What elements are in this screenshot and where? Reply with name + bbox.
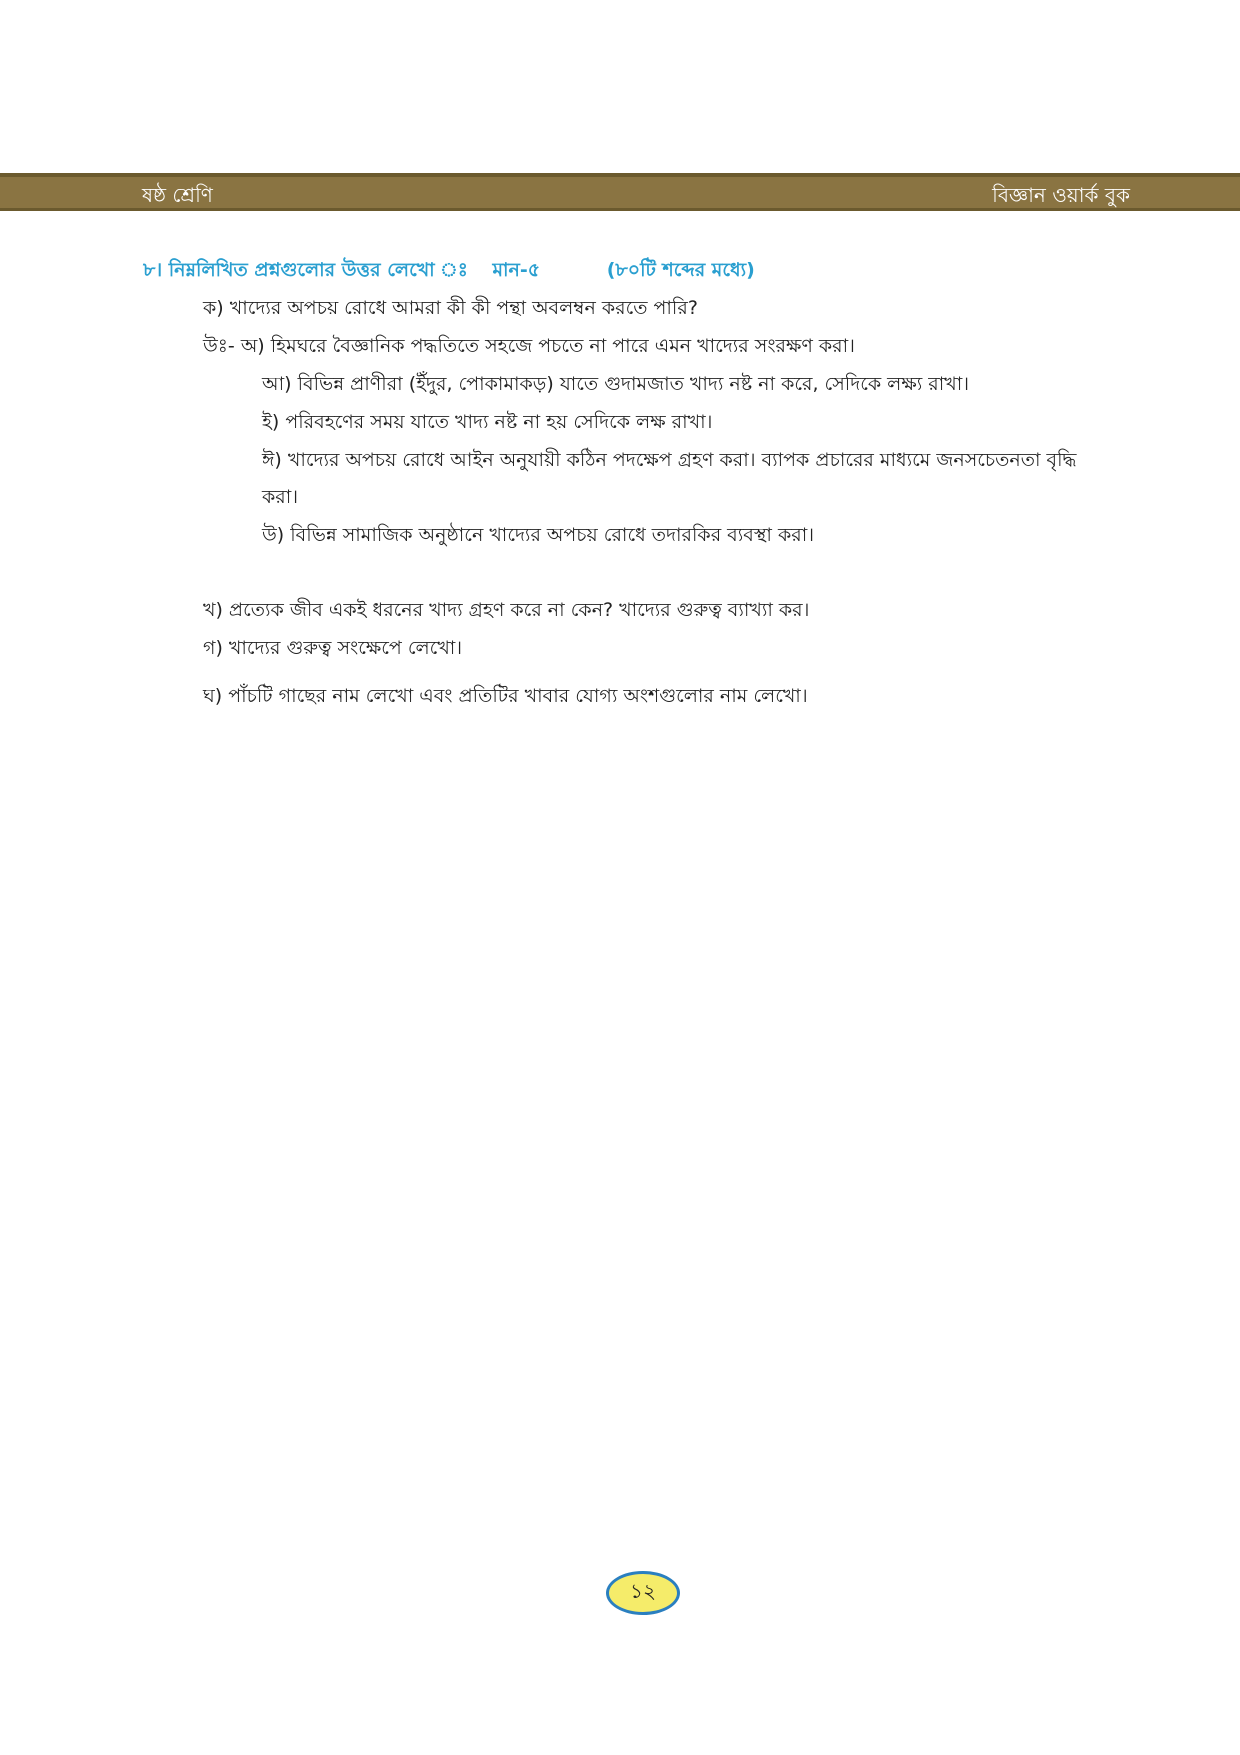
page-number: ১২	[630, 1578, 656, 1603]
question-instruction: ৮। নিম্নলিখিত প্রশ্নগুলোর উত্তর লেখো ঃ	[143, 259, 468, 281]
answer-ii-line2: করা।	[262, 486, 299, 508]
question-ga: গ) খাদ্যের গুরুত্ব সংক্ষেপে লেখো।	[203, 637, 463, 659]
page-header-band	[0, 173, 1240, 211]
header-book-title: বিজ্ঞান ওয়ার্ক বুক	[992, 183, 1130, 207]
answer-u: উ) বিভিন্ন সামাজিক অনুষ্ঠানে খাদ্যের অপচয় রোধে তদারকির ব্যবস্থা করা।	[262, 524, 815, 546]
header-class-label: ষষ্ঠ শ্রেণি	[142, 183, 213, 207]
answer-a: উঃ- অ) হিমঘরে বৈজ্ঞানিক পদ্ধতিতে সহজে পচতে না পারে এমন খাদ্যের সংরক্ষণ করা।	[203, 335, 855, 357]
question-kha: খ) প্রত্যেক জীব একই ধরনের খাদ্য গ্রহণ করে না কেন? খাদ্যের গুরুত্ব ব্যাখ্যা কর।	[203, 599, 810, 621]
question-marks: মান-৫	[492, 259, 541, 281]
question-gha: ঘ) পাঁচটি গাছের নাম লেখো এবং প্রতিটির খাবার যোগ্য অংশগুলোর নাম লেখো।	[203, 685, 808, 707]
question-title	[143, 256, 755, 288]
answer-i: ই) পরিবহণের সময় যাতে খাদ্য নষ্ট না হয় সেদিকে লক্ষ রাখা।	[262, 411, 713, 433]
question-ka: ক) খাদ্যের অপচয় রোধে আমরা কী কী পন্থা অবলম্বন করতে পারি?	[203, 297, 698, 319]
page-number-badge	[606, 1571, 680, 1615]
answer-aa: আ) বিভিন্ন প্রাণীরা (ইঁদুর, পোকামাকড়) যাতে গুদামজাত খাদ্য নষ্ট না করে, সেদিকে লক্ষ্য রাখা।	[262, 373, 970, 395]
question-word-limit: (৮০টি শব্দের মধ্যে)	[606, 259, 755, 281]
answer-ii-line1: ঈ) খাদ্যের অপচয় রোধে আইন অনুযায়ী কঠিন পদক্ষেপ গ্রহণ করা। ব্যাপক প্রচারের মাধ্যমে জনসচেতনতা বৃদ্ধি	[262, 449, 1077, 471]
